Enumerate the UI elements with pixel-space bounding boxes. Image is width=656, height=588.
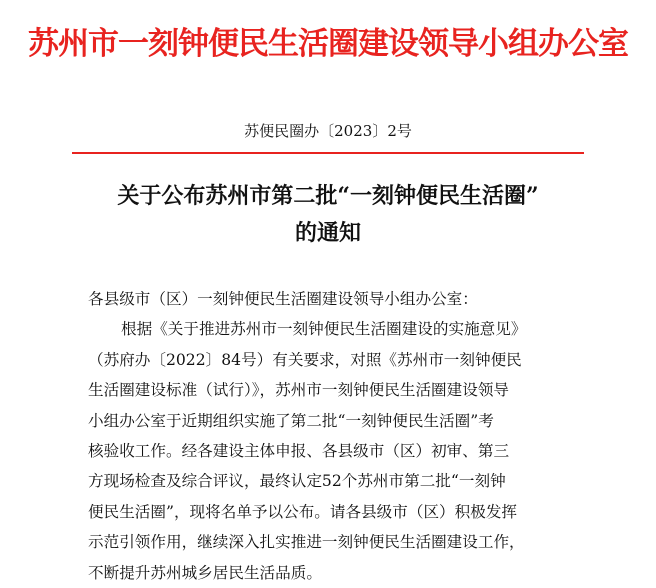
notice-title bbox=[0, 178, 656, 252]
body-paragraph-line: 便民生活圈”，现将名单予以公布。请各县级市（区）积极发挥 bbox=[88, 502, 518, 521]
body-paragraph-line: 根据《关于推进苏州市一刻钟便民生活圈建设的实施意见》 bbox=[121, 320, 527, 339]
issuer-header: 苏州市一刻钟便民生活圈建设领导小组办公室 bbox=[28, 26, 628, 62]
notice-title-line: 关于公布苏州市第二批“一刻钟便民生活圈” bbox=[117, 183, 539, 209]
salutation: 各县级市（区）一刻钟便民生活圈建设领导小组办公室： bbox=[88, 290, 478, 308]
body-paragraph-line: 生活圈建设标准（试行）》，苏州市一刻钟便民生活圈建设领导 bbox=[88, 381, 510, 400]
body-paragraph-line: 核验收工作。经各建设主体申报、各县级市（区）初审、第三 bbox=[88, 442, 510, 461]
body-paragraph-line: （苏府办〔2022〕84号）有关要求，对照《苏州市一刻钟便民 bbox=[88, 350, 522, 369]
body-paragraph-line: 不断提升苏州城乡居民生活品质。 bbox=[88, 563, 322, 582]
document-number: 苏便民圈办〔2023〕2号 bbox=[244, 122, 412, 140]
notice-body bbox=[88, 284, 618, 588]
body-paragraph-line: 方现场检查及综合评议，最终认定52个苏州市第二批“一刻钟 bbox=[88, 472, 506, 491]
red-separator-rule bbox=[72, 152, 584, 154]
notice-title-line: 的通知 bbox=[294, 220, 361, 246]
body-paragraph-line: 示范引领作用，继续深入扎实推进一刻钟便民生活圈建设工作， bbox=[88, 533, 525, 552]
body-paragraph-line: 小组办公室于近期组织实施了第二批“一刻钟便民生活圈”考 bbox=[88, 411, 494, 430]
